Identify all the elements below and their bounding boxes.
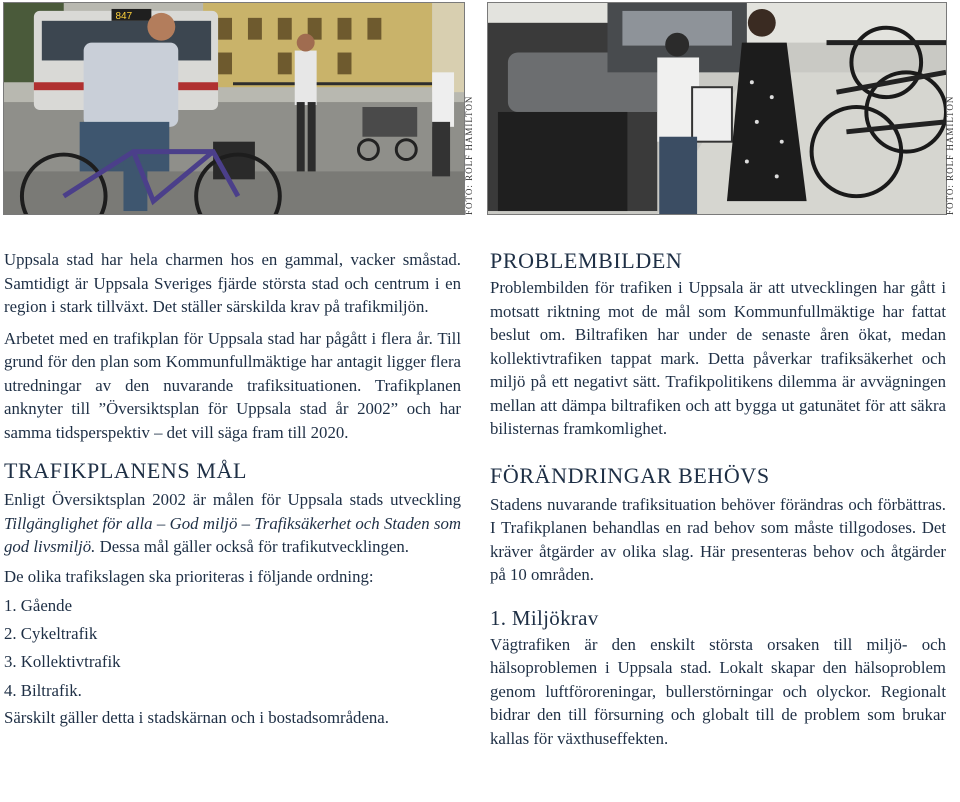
problem-heading: PROBLEMBILDEN xyxy=(490,248,683,273)
goals-text-end: Dessa mål gäller också för trafikutvecklingen. xyxy=(95,537,409,556)
changes-heading: FÖRÄNDRINGAR BEHÖVS xyxy=(490,462,770,488)
bus-number-text: 847 xyxy=(115,10,133,22)
photo-credit-left: FOTO: ROLF HAMILTON xyxy=(464,95,474,215)
left-text-column xyxy=(4,248,461,731)
problem-paragraph: Problembilden för trafiken i Uppsala är att utvecklingen har gått i motsatt riktning mot de mål som Kommunfullmäktige har fattat beslut om. Biltrafiken har under de senaste åren ökat, medan kollektivtrafiken tappat mark. Detta påverkar trafiksäkerhet och miljö på ett negativt sätt. Trafikpolitikens dilemma är avvägningen mellan att dämpa biltrafiken och att bygga ut gatunätet för att säkra bilisternas framkomlighet. xyxy=(490,278,946,438)
right-text-column xyxy=(490,248,946,750)
street-cyclist-photo xyxy=(3,2,465,215)
priority-list xyxy=(4,592,461,705)
parked-cars-photo xyxy=(487,2,947,215)
photo-credit-right: FOTO: ROLF HAMILTON xyxy=(945,95,955,215)
priority-item: 2. Cykeltrafik xyxy=(4,624,98,644)
priority-note: Särskilt gäller detta i stadskärnan och i bostadsområdena. xyxy=(4,707,389,727)
goals-text-start: Enligt Översiktsplan 2002 är målen för Uppsala stads utveckling xyxy=(4,490,461,509)
goals-paragraph xyxy=(4,488,461,559)
priority-intro: De olika trafikslagen ska prioriteras i följande ordning: xyxy=(4,566,374,586)
environment-heading: 1. Miljökrav xyxy=(490,605,599,630)
environment-paragraph: Vägtrafiken är den enskilt största orsaken till miljö- och hälsoproblemen i Uppsala stad. Lokalt skapar den hälsoproblem genom luftföroreningar, bullerstörningar och olyckor. Regionalt bidrar den till försurning och globalt till de problem som brukar kallas för växthuseffekten. xyxy=(490,634,946,748)
goals-italic-text: Tillgänglighet för alla – God miljö – Trafiksäkerhet och Staden som god livsmiljö. xyxy=(4,513,461,556)
traffic-plan-paragraph: Arbetet med en trafikplan för Uppsala stad har pågått i flera år. Till grund för den plan som Kommunfullmäktige har antagit ligger flera utredningar av den nuvarande trafiksituationen. Trafikplanen anknyter till ”Översiktsplan för Uppsala stad år 2002” och har samma tidsperspektiv – det vill säga fram till 2020. xyxy=(4,328,461,442)
goals-heading: TRAFIKPLANENS MÅL xyxy=(4,458,248,483)
priority-item: 4. Biltrafik. xyxy=(4,680,82,700)
intro-paragraph: Uppsala stad har hela charmen hos en gammal, vacker småstad. Samtidigt är Uppsala Sveriges fjärde största stad och centrum i en region i stark tillväxt. Det ställer särskilda krav på trafikmiljön. xyxy=(4,250,461,316)
priority-item: 1. Gående xyxy=(4,596,73,615)
priority-item: 3. Kollektivtrafik xyxy=(4,652,121,672)
changes-paragraph: Stadens nuvarande trafiksituation behöver förändras och förbättras. I Trafikplanen behandlas en rad behov som måste tillgodoses. Det kräver åtgärder av olika slag. Här presenteras behov och åtgärder på 10 områden. xyxy=(490,494,946,584)
